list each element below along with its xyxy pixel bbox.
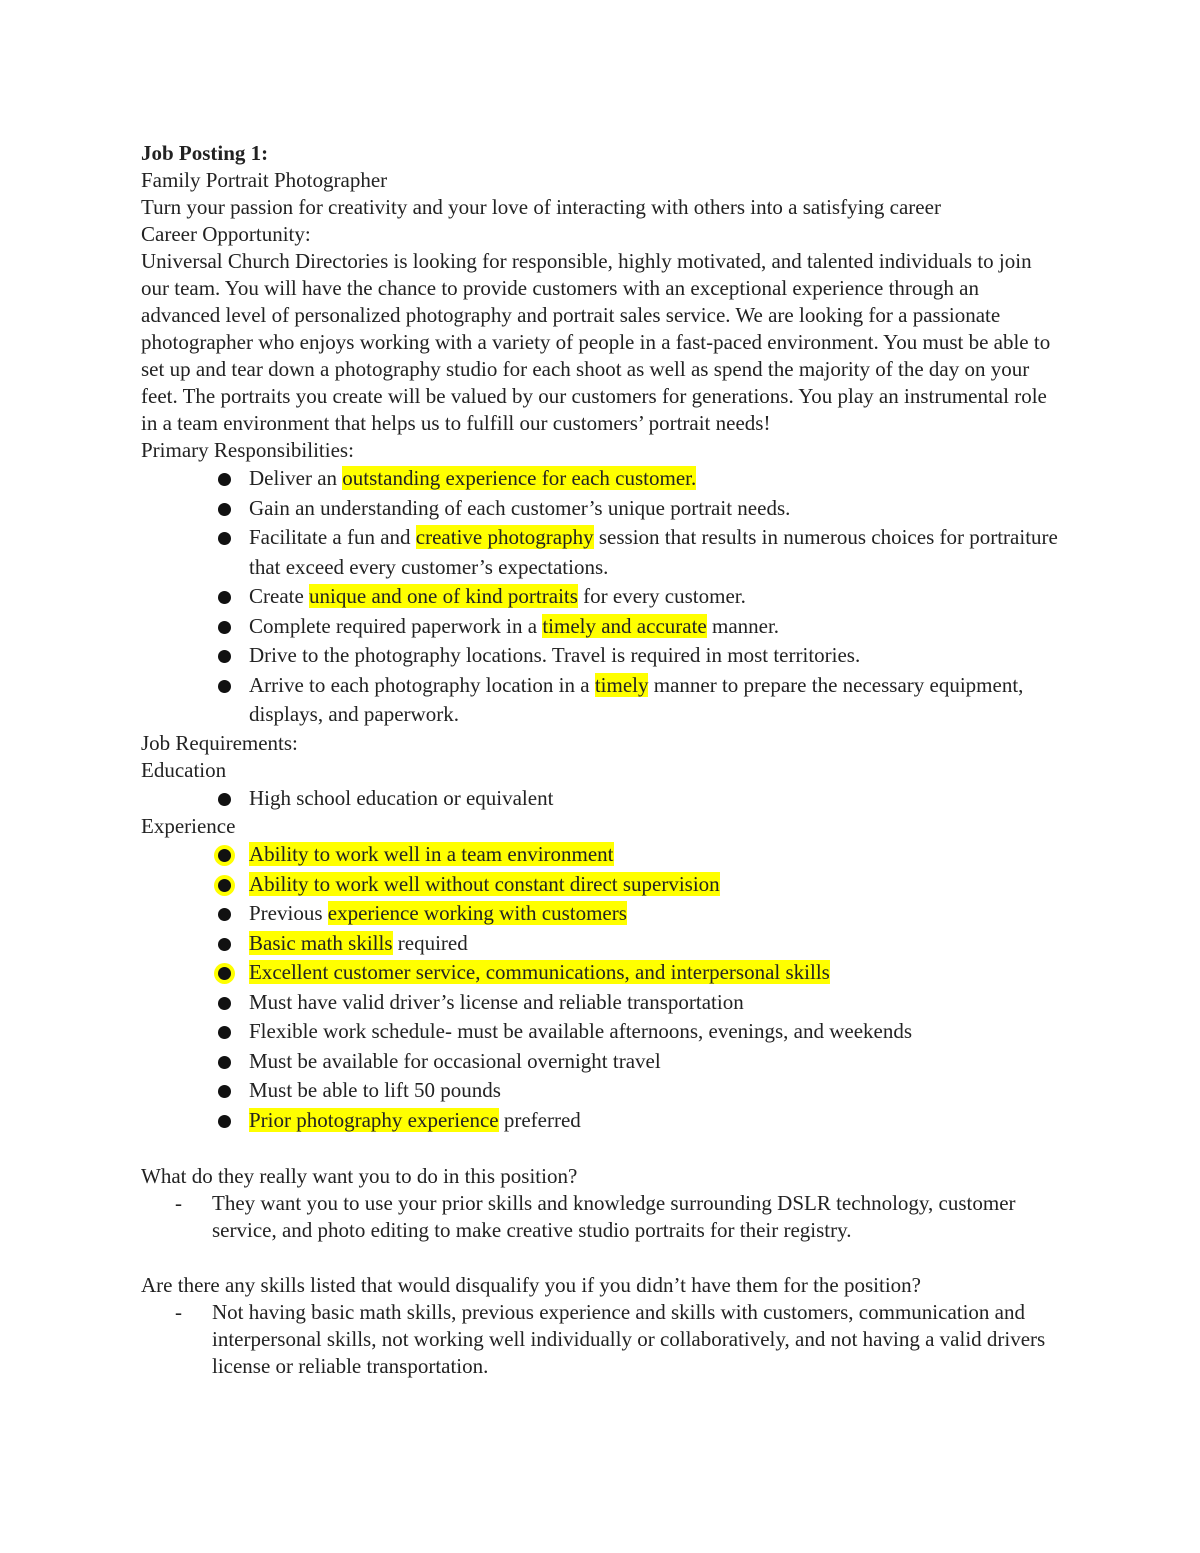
item-text: manner. (706, 613, 780, 638)
answer-2: - Not having basic math skills, previous experience and skills with customers, communication and interpersonal skills, not working well individually or collaboratively, and not having a valid drivers license or reliable transportation. (212, 1299, 1061, 1380)
experience-item (249, 899, 1061, 929)
question-1: What do they really want you to do in this position? (141, 1164, 578, 1188)
experience-item (249, 1047, 1061, 1077)
experience-item (249, 1106, 1061, 1136)
item-text: Previous (249, 901, 328, 925)
responsibility-item (249, 494, 1061, 524)
item-text: Drive to the photography locations. Travel is required in most territories. (249, 643, 861, 667)
highlighted-text: timely (594, 672, 649, 697)
experience-item (249, 870, 1061, 900)
highlighted-text: unique and one of kind portraits (309, 584, 578, 608)
highlighted-text: timely and accurate (542, 613, 707, 638)
experience-label: Experience (141, 814, 236, 838)
responsibility-item (249, 671, 1061, 730)
responsibility-item (249, 464, 1061, 494)
experience-item (249, 958, 1061, 988)
responsibility-item (249, 523, 1061, 582)
item-text: manner to prepare the necessary equipment, displays, and paperwork. (249, 672, 1024, 726)
highlighted-text: Excellent customer service, communications, and interpersonal skills (249, 960, 830, 984)
experience-item (249, 988, 1061, 1018)
highlighted-text: Ability to work well in a team environment (249, 842, 614, 866)
answer-1: - They want you to use your prior skills and knowledge surrounding DSLR technology, customer service, and photo editing to make creative studio portraits for their registry. (212, 1190, 1061, 1244)
experience-item (249, 1076, 1061, 1106)
education-list (141, 784, 1061, 814)
highlighted-text: Basic math skills (249, 930, 393, 955)
item-text: Gain an understanding of each customer’s unique portrait needs. (249, 495, 791, 520)
responsibilities-label: Primary Responsibilities: (141, 438, 354, 462)
answer-1-list (141, 1190, 1061, 1244)
item-text: Complete required paperwork in a (249, 613, 543, 638)
education-label: Education (141, 757, 227, 782)
item-text: preferred (498, 1107, 581, 1132)
answer-2-list (141, 1299, 1061, 1380)
highlighted-text: Ability to work well without constant direct supervision (249, 871, 720, 896)
highlighted-text: Prior photography experience (249, 1107, 499, 1132)
highlighted-text: outstanding experience for each customer. (342, 466, 697, 490)
item-text: Must be available for occasional overnight travel (249, 1048, 661, 1073)
item-text: Flexible work schedule- must be available afternoons, evenings, and weekends (249, 1019, 913, 1043)
item-text: Deliver an (249, 466, 343, 490)
requirements-label: Job Requirements: (141, 730, 298, 755)
responsibility-item (249, 582, 1061, 612)
item-text: Arrive to each photography location in a (249, 672, 595, 697)
item-text: Facilitate a fun and (249, 525, 416, 549)
responsibility-item (249, 641, 1061, 671)
document-page (141, 140, 1061, 1380)
experience-item (249, 1017, 1061, 1047)
question-2: Are there any skills listed that would disqualify you if you didn’t have them for the position? (141, 1273, 921, 1297)
responsibilities-list (141, 464, 1061, 730)
item-text: Must be able to lift 50 pounds (249, 1078, 501, 1102)
spacer (141, 1244, 1061, 1272)
item-text: Must have valid driver’s license and reliable transportation (249, 989, 744, 1014)
item-text: High school education or equivalent (249, 785, 554, 810)
highlighted-text: creative photography (415, 525, 594, 549)
spacer (141, 1135, 1061, 1163)
job-title: Family Portrait Photographer (141, 168, 388, 192)
experience-item (249, 840, 1061, 870)
education-item (249, 784, 1061, 814)
item-text: Create (249, 584, 310, 608)
item-text: session that results in numerous choices for portraiture that exceed every customer’s expectations. (249, 525, 1058, 579)
experience-list (141, 840, 1061, 1135)
experience-item (249, 929, 1061, 959)
career-label: Career Opportunity: (141, 222, 311, 246)
posting-heading: Job Posting 1: (141, 141, 269, 165)
item-text: for every customer. (577, 584, 746, 608)
item-text: required (392, 930, 468, 955)
responsibility-item (249, 612, 1061, 642)
tagline: Turn your passion for creativity and your love of interacting with others into a satisfying career (141, 195, 941, 219)
job-description: Universal Church Directories is looking for responsible, highly motivated, and talented individuals to join our team. You will have the chance to provide customers with an exceptional experience through an advanced level of personalized photography and portrait sales service. We are looking for a passionate photographer who enjoys working with a variety of people in a fast-paced environment. You must be able to set up and tear down a photography studio for each shoot as well as spend the majority of the day on your feet. The portraits you create will be valued by our customers for generations. You play an instrumental role in a team environment that helps us to fulfill our customers’ portrait needs! (141, 249, 1051, 435)
highlighted-text: experience working with customers (327, 901, 627, 925)
